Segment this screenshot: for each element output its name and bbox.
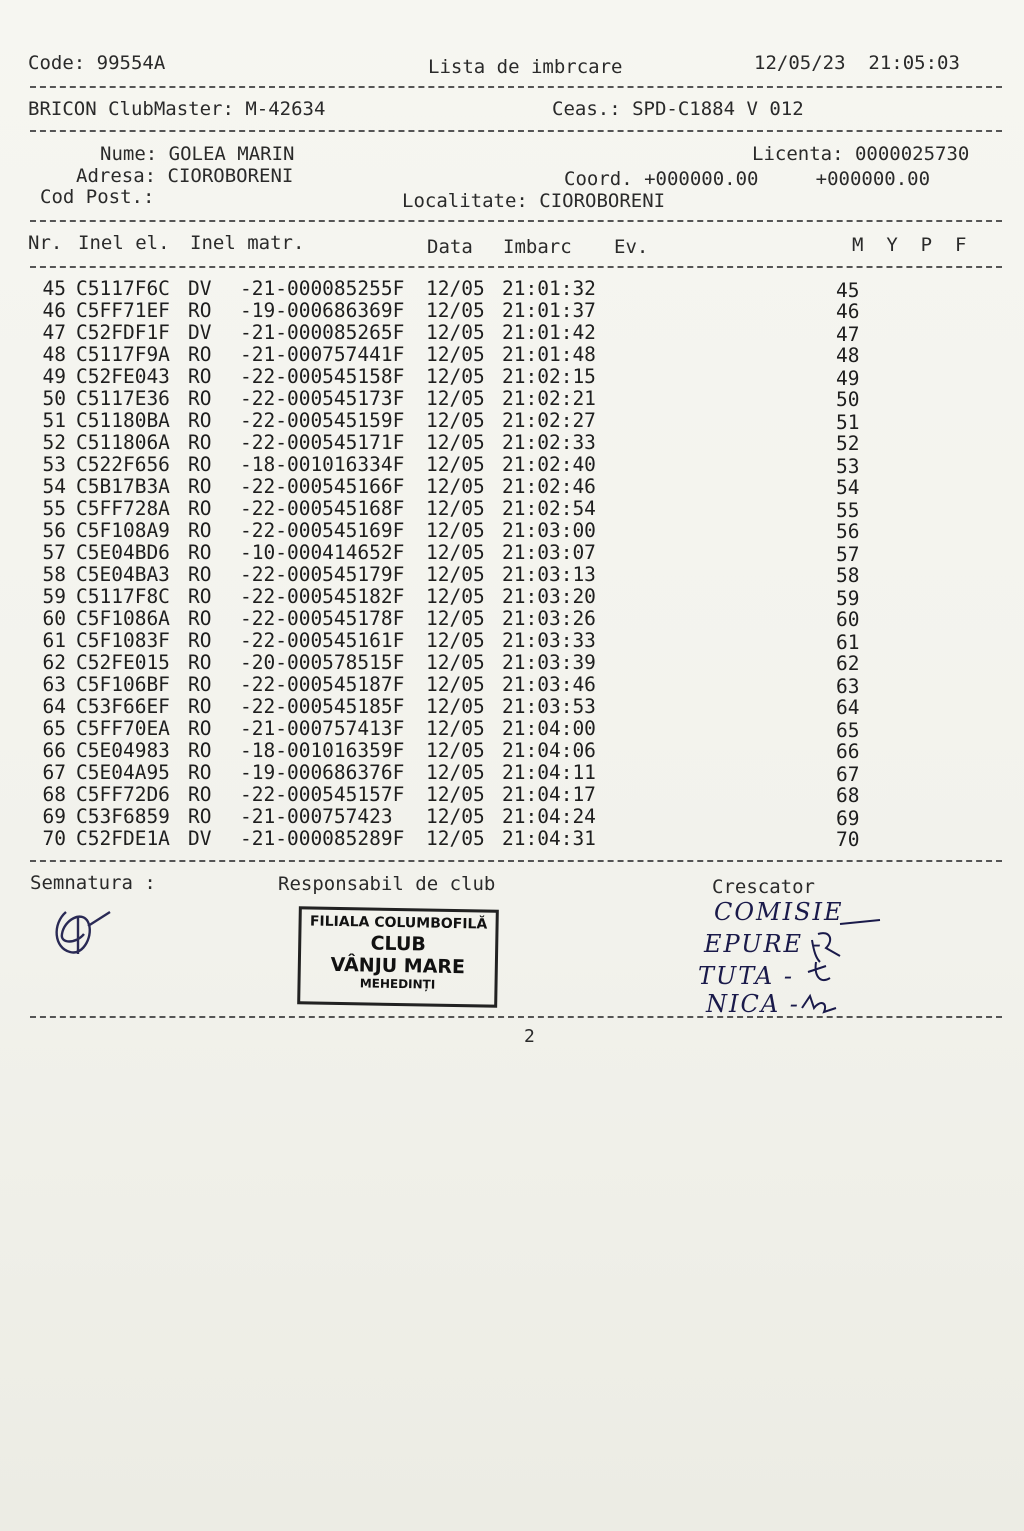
row-country: RO [188,739,212,762]
row-position: 70 [836,828,860,851]
row-ring-number: -22-000545179F [240,563,405,586]
col-inel-matr: Inel matr. [190,232,305,254]
row-ring-number: -19-000686376F [240,761,405,784]
row-time: 21:04:00 [502,717,596,740]
clock-id: Ceas.: SPD-C1884 V 012 [552,98,804,120]
row-time: 21:01:32 [502,277,596,300]
row-country: RO [188,651,212,674]
entries-table [30,278,930,850]
row-country: RO [188,717,212,740]
row-position: 58 [836,564,860,587]
row-nr: 65 [42,717,66,740]
row-nr: 54 [42,475,66,498]
table-row [30,278,930,300]
row-ring-number: -21-000757423 [240,805,405,828]
row-country: RO [188,695,212,718]
stamp-line: CLUB [370,932,427,956]
row-position: 60 [836,608,860,631]
stamp-line: FILIALA COLUMBOFILĂ [309,913,488,933]
handwritten-epure: EPURE - [704,930,823,958]
row-position: 67 [836,763,860,786]
row-country: RO [188,585,212,608]
clubmaster-id: BRICON ClubMaster: M-42634 [28,98,326,120]
row-country: DV [188,277,212,300]
row-country: RO [188,563,212,586]
row-electronic-ring: C52FE043 [76,365,170,388]
row-position: 56 [836,520,860,543]
table-row [30,828,930,850]
row-nr: 70 [42,827,66,850]
row-electronic-ring: C5FF72D6 [76,783,170,806]
separator [30,220,1002,222]
table-row [30,300,930,322]
row-electronic-ring: C5117F9A [76,343,170,366]
document-title: Lista de imbrcare [428,56,623,78]
row-position: 59 [836,587,860,610]
row-nr: 69 [42,805,66,828]
handwritten-commission: COMISIE [714,898,844,926]
row-time: 21:03:00 [502,519,596,542]
row-country: RO [188,387,212,410]
row-nr: 67 [42,761,66,784]
row-position: 61 [836,631,860,654]
row-ring-number: -21-000757413F [240,717,405,740]
row-country: RO [188,475,212,498]
row-ring-number: -22-000545168F [240,497,405,520]
row-electronic-ring: C5117F6C [76,277,170,300]
row-electronic-ring: C51180BA [76,409,170,432]
row-electronic-ring: C5E04983 [76,739,170,762]
row-time: 21:03:53 [502,695,596,718]
row-time: 21:02:21 [502,387,596,410]
row-country: RO [188,431,212,454]
row-ring-number: -20-000578515F [240,651,405,674]
row-ring-number: -21-000085255F [240,277,405,300]
row-nr: 51 [42,409,66,432]
club-stamp [297,906,499,1007]
row-country: RO [188,409,212,432]
row-time: 21:03:20 [502,585,596,608]
row-time: 21:03:07 [502,541,596,564]
col-myp: M Y P F [852,234,967,256]
handwritten-tuta: TUTA - [698,962,794,990]
row-ring-number: -22-000545178F [240,607,405,630]
row-ring-number: -22-000545159F [240,409,405,432]
row-time: 21:02:33 [502,431,596,454]
row-ring-number: -22-000545185F [240,695,405,718]
row-date: 12/05 [426,277,485,300]
separator [30,86,1002,88]
row-date: 12/05 [426,673,485,696]
row-country: RO [188,365,212,388]
row-time: 21:03:26 [502,607,596,630]
table-row [30,476,930,498]
table-row [30,806,930,828]
table-row [30,696,930,718]
row-time: 21:04:24 [502,805,596,828]
row-time: 21:03:33 [502,629,596,652]
row-ring-number: -18-001016334F [240,453,405,476]
row-nr: 52 [42,431,66,454]
row-date: 12/05 [426,827,485,850]
row-country: RO [188,299,212,322]
row-nr: 56 [42,519,66,542]
table-row [30,454,930,476]
owner-address: Adresa: CIOROBORENI [76,165,294,187]
row-time: 21:01:48 [502,343,596,366]
row-time: 21:03:13 [502,563,596,586]
code-label: Code: 99554A [28,52,166,74]
row-position: 68 [836,784,860,807]
row-time: 21:02:15 [502,365,596,388]
row-date: 12/05 [426,563,485,586]
row-ring-number: -18-001016359F [240,739,405,762]
table-row [30,586,930,608]
separator [30,130,1002,132]
row-electronic-ring: C5FF70EA [76,717,170,740]
owner-coordinates: Coord. +000000.00 +000000.00 [564,168,931,190]
table-row [30,542,930,564]
table-row [30,344,930,366]
row-electronic-ring: C522F656 [76,453,170,476]
row-ring-number: -22-000545173F [240,387,405,410]
row-date: 12/05 [426,629,485,652]
row-electronic-ring: C5F1086A [76,607,170,630]
row-date: 12/05 [426,761,485,784]
row-electronic-ring: C52FDF1F [76,321,170,344]
row-nr: 57 [42,541,66,564]
row-date: 12/05 [426,321,485,344]
table-row [30,432,930,454]
owner-postal-code: Cod Post.: [40,186,155,208]
table-row [30,762,930,784]
row-electronic-ring: C5117E36 [76,387,170,410]
row-ring-number: -21-000757441F [240,343,405,366]
row-position: 62 [836,652,860,675]
row-electronic-ring: C5B17B3A [76,475,170,498]
row-electronic-ring: C5E04BA3 [76,563,170,586]
row-electronic-ring: C511806A [76,431,170,454]
row-ring-number: -21-000085265F [240,321,405,344]
col-data: Data [427,236,473,258]
row-time: 21:02:54 [502,497,596,520]
row-country: RO [188,673,212,696]
row-position: 47 [836,323,860,346]
owner-license: Licenta: 0000025730 [752,143,970,165]
col-imbarc: Imbarc [503,236,572,258]
row-ring-number: -22-000545187F [240,673,405,696]
row-electronic-ring: C5F106BF [76,673,170,696]
row-country: RO [188,453,212,476]
row-country: RO [188,607,212,630]
row-ring-number: -22-000545169F [240,519,405,542]
print-datetime: 12/05/23 21:05:03 [754,52,960,74]
row-position: 55 [836,499,860,522]
row-date: 12/05 [426,453,485,476]
row-nr: 64 [42,695,66,718]
row-nr: 55 [42,497,66,520]
row-country: RO [188,497,212,520]
row-electronic-ring: C53F6859 [76,805,170,828]
row-position: 53 [836,455,860,478]
handwritten-nica: NICA - [706,990,800,1018]
row-time: 21:04:17 [502,783,596,806]
row-electronic-ring: C5FF728A [76,497,170,520]
row-ring-number: -10-000414652F [240,541,405,564]
table-row [30,564,930,586]
row-electronic-ring: C52FDE1A [76,827,170,850]
table-row [30,388,930,410]
row-date: 12/05 [426,475,485,498]
separator [30,1016,1002,1018]
row-position: 48 [836,344,860,367]
stamp-line: MEHEDINȚI [359,976,436,992]
row-ring-number: -22-000545158F [240,365,405,388]
row-date: 12/05 [426,651,485,674]
row-position: 63 [836,675,860,698]
row-nr: 59 [42,585,66,608]
row-time: 21:03:46 [502,673,596,696]
row-position: 50 [836,388,860,411]
row-nr: 50 [42,387,66,410]
row-time: 21:02:46 [502,475,596,498]
row-nr: 48 [42,343,66,366]
row-date: 12/05 [426,607,485,630]
row-position: 65 [836,719,860,742]
row-ring-number: -19-000686369F [240,299,405,322]
col-ev: Ev. [614,236,649,258]
row-time: 21:04:11 [502,761,596,784]
col-nr: Nr. [28,232,63,254]
row-nr: 46 [42,299,66,322]
row-position: 66 [836,740,860,763]
row-time: 21:04:06 [502,739,596,762]
row-ring-number: -22-000545161F [240,629,405,652]
row-ring-number: -22-000545157F [240,783,405,806]
separator [30,860,1002,862]
row-nr: 53 [42,453,66,476]
table-row [30,784,930,806]
row-electronic-ring: C5117F8C [76,585,170,608]
table-row [30,520,930,542]
row-country: RO [188,783,212,806]
table-row [30,630,930,652]
row-electronic-ring: C5F1083F [76,629,170,652]
row-date: 12/05 [426,365,485,388]
row-date: 12/05 [426,783,485,806]
row-nr: 68 [42,783,66,806]
table-row [30,674,930,696]
separator [30,266,1002,268]
row-country: RO [188,343,212,366]
row-date: 12/05 [426,387,485,410]
row-nr: 60 [42,607,66,630]
breeder-label: Crescator [712,876,815,898]
row-nr: 61 [42,629,66,652]
row-date: 12/05 [426,717,485,740]
row-country: DV [188,827,212,850]
signature-label: Semnatura : [30,872,156,894]
row-position: 54 [836,476,860,499]
row-position: 45 [836,279,860,302]
row-time: 21:04:31 [502,827,596,850]
row-nr: 63 [42,673,66,696]
row-date: 12/05 [426,739,485,762]
table-row [30,366,930,388]
row-electronic-ring: C5F108A9 [76,519,170,542]
row-date: 12/05 [426,585,485,608]
table-row [30,652,930,674]
row-nr: 66 [42,739,66,762]
table-row [30,322,930,344]
row-position: 69 [836,807,860,830]
row-time: 21:02:40 [502,453,596,476]
table-row [30,718,930,740]
row-position: 46 [836,300,860,323]
row-ring-number: -22-000545166F [240,475,405,498]
handwritten-initials-icon [800,916,882,1026]
row-date: 12/05 [426,343,485,366]
col-inel-el: Inel el. [78,232,170,254]
row-electronic-ring: C5FF71EF [76,299,170,322]
row-position: 49 [836,367,860,390]
row-time: 21:03:39 [502,651,596,674]
row-nr: 49 [42,365,66,388]
stamp-line: VÂNJU MARE [330,953,466,979]
row-time: 21:02:27 [502,409,596,432]
table-row [30,498,930,520]
row-electronic-ring: C53F66EF [76,695,170,718]
row-position: 51 [836,411,860,434]
row-date: 12/05 [426,541,485,564]
row-position: 57 [836,543,860,566]
row-electronic-ring: C5E04BD6 [76,541,170,564]
row-country: RO [188,519,212,542]
row-country: DV [188,321,212,344]
table-row [30,740,930,762]
row-date: 12/05 [426,497,485,520]
row-country: RO [188,805,212,828]
row-ring-number: -22-000545171F [240,431,405,454]
row-position: 64 [836,696,860,719]
row-electronic-ring: C5E04A95 [76,761,170,784]
row-electronic-ring: C52FE015 [76,651,170,674]
table-row [30,608,930,630]
row-nr: 62 [42,651,66,674]
owner-locality: Localitate: CIOROBORENI [402,190,666,212]
club-responsible-label: Responsabil de club [278,873,496,895]
row-date: 12/05 [426,299,485,322]
row-nr: 58 [42,563,66,586]
row-country: RO [188,629,212,652]
row-date: 12/05 [426,409,485,432]
row-time: 21:01:37 [502,299,596,322]
row-position: 52 [836,432,860,455]
row-nr: 47 [42,321,66,344]
table-row [30,410,930,432]
row-date: 12/05 [426,431,485,454]
row-date: 12/05 [426,519,485,542]
row-date: 12/05 [426,805,485,828]
row-date: 12/05 [426,695,485,718]
row-time: 21:01:42 [502,321,596,344]
row-nr: 45 [42,277,66,300]
owner-name: Nume: GOLEA MARIN [100,143,295,165]
signature-scribble-icon [48,904,118,960]
page-number: 2 [524,1026,535,1047]
row-ring-number: -22-000545182F [240,585,405,608]
row-ring-number: -21-000085289F [240,827,405,850]
row-country: RO [188,541,212,564]
row-country: RO [188,761,212,784]
